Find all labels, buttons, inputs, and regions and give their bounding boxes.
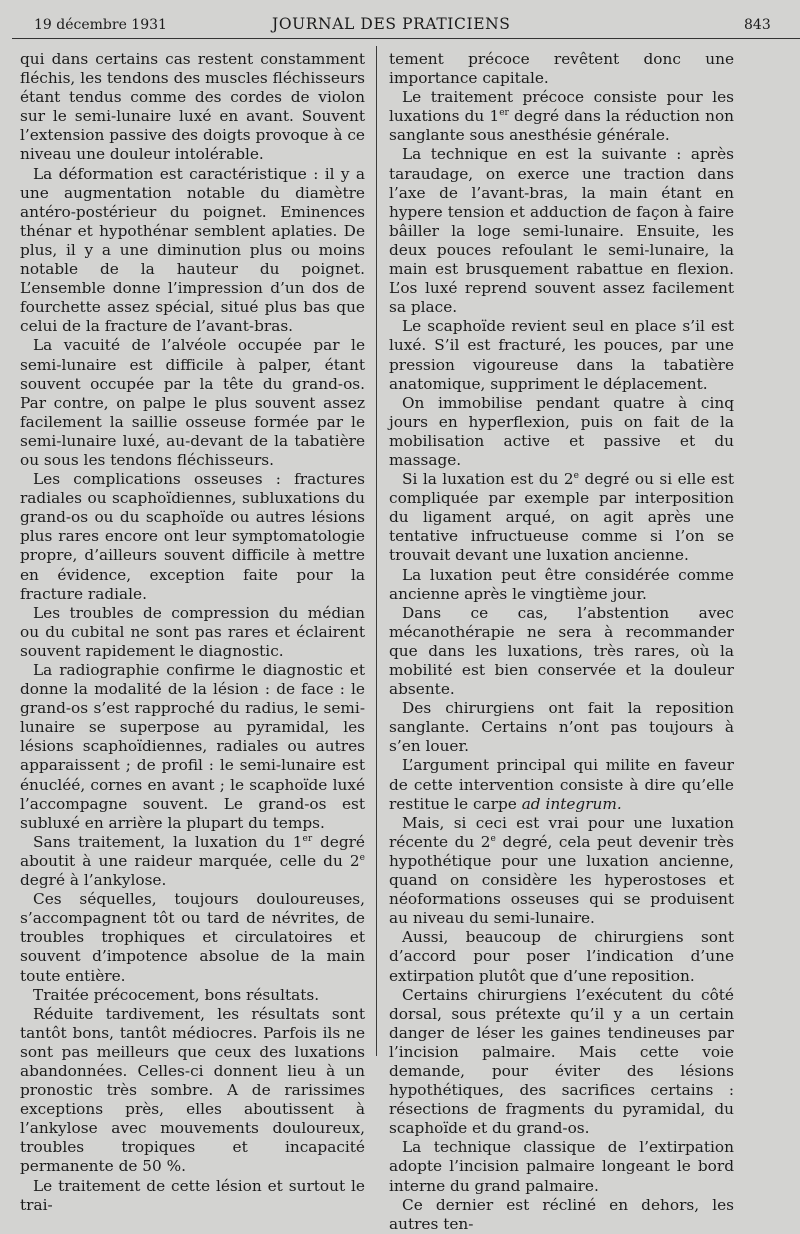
- paragraph: Traitée précocement, bons résultats.: [33, 985, 320, 1004]
- column-divider: [376, 46, 377, 1056]
- text-run: degré ou si elle est compliquée par exemple par interposition du ligament arqué, on agit après une tentative infructueuse comme si l’on se trouvait devant une luxation ancienne.: [389, 470, 735, 565]
- header-rule: [12, 38, 800, 39]
- paragraph: La radiographie confirme le diagnostic et donne la modalité de la lésion : de face : le grand-os s’est rapproché du radius, le semi-lunaire se superpose au pyramidal, les lésions scaphoïdiennes, radiales ou autres apparaissent ; de profil : le semi-lunaire est énucléé, cornes en avant ; le scaphoïde luxé l’accompagne souvent. Le grand-os est subluxé en arrière la plupart du temps.: [20, 661, 365, 832]
- paragraph: [389, 470, 734, 565]
- superscript: e: [573, 471, 579, 482]
- paragraph: Les troubles de compression du médian ou du cubital ne sont pas rares et éclairent souvent rapidement le diagnostic.: [20, 603, 365, 660]
- text-run: degré, cela peut devenir très hypothétique pour une luxation ancienne, quand on considère les hyperostoses et néoformations osseuses qui se produisent au niveau du semi-lunaire.: [389, 832, 734, 928]
- paragraph: [389, 814, 734, 929]
- paragraph: Ces séquelles, toujours douloureuses, s’accompagnent tôt ou tard de névrites, de troubles trophiques et circulatoires et souvent d’impotence absolue de la main toute entière.: [20, 890, 365, 985]
- text-run: degré aboutit à une raideur marquée, celle du 2: [20, 832, 365, 870]
- paragraph: Le scaphoïde revient seul en place s’il est luxé. S’il est fracturé, les pouces, par une pression vigoureuse dans la tabatière anatomique, suppriment le déplacement.: [389, 317, 734, 393]
- paragraph: La luxation peut être considérée comme ancienne après le vingtième jour.: [389, 565, 734, 603]
- italic-phrase: ad integrum.: [521, 794, 622, 813]
- paragraph: La technique en est la suivante : après taraudage, on exerce une traction dans l’axe de l’avant-bras, la main étant en hypere tension et adduction de façon à faire bâiller la loge semi-lunaire. Ensuite, les deux pouces refoulant le semi-lunaire, la main est brusquement rabattue en flexion. L’os luxé reprend souvent assez facilement sa place.: [389, 145, 734, 317]
- paragraph: La vacuité de l’alvéole occupée par le semi-lunaire est difficile à palper, étant souvent occupée par la tête du grand-os. Par contre, on palpe le plus souvent assez facilement la saillie osseuse formée par le semi-lunaire luxé, au-devant de la tabatière ou sous les tendons fléchisseurs.: [20, 336, 365, 469]
- header-page-number: 843: [744, 17, 771, 33]
- text-run: degré dans la réduction non sanglante sous anesthésie générale.: [389, 107, 735, 145]
- left-column: [20, 50, 365, 1215]
- paragraph: Les complications osseuses : fractures radiales ou scaphoïdiennes, subluxations du grand-os ou du scaphoïde ou autres lésions plus rares encore ont leur symptomatologie propre, d’ailleurs souvent difficile à mettre en évidence, exception faite pour la fracture radiale.: [20, 470, 365, 603]
- paragraph: [20, 833, 365, 890]
- paragraph: tement précoce revêtent donc une importance capitale.: [389, 50, 734, 88]
- text-run: Le traitement précoce consiste pour les luxations du 1: [389, 88, 734, 126]
- paragraph: Aussi, beaucoup de chirurgiens sont d’accord pour poser l’indication d’une extirpation plutôt que d’une reposition.: [389, 928, 734, 985]
- superscript: e: [359, 852, 365, 863]
- paragraph: Dans ce cas, l’abstention avec mécanothérapie ne sera à recommander que dans les luxations, très rares, où la mobilité est bien conservée et la douleur absente.: [389, 603, 734, 699]
- text-run: degré à l’ankylose.: [20, 871, 167, 890]
- paragraph: La déformation est caractéristique : il y a une augmentation notable du diamètre antéro-postérieur du poignet. Eminences thénar et hypothénar semblent aplaties. De plus, il y a une diminution plus ou moins notable de la hauteur du poignet. L’ensemble donne l’impression d’un dos de fourchette assez spécial, situé plus bas que celui de la fracture de l’avant-bras.: [20, 164, 365, 336]
- text-run: Sans traitement, la luxation du 1: [33, 832, 303, 851]
- paragraph: La technique classique de l’extirpation adopte l’incision palmaire longeant le bord interne du grand palmaire.: [389, 1138, 734, 1195]
- paragraph: Le traitement de cette lésion et surtout le trai-: [20, 1176, 365, 1214]
- running-header: [0, 0, 800, 44]
- superscript: e: [490, 833, 496, 844]
- text-run: Mais, si ceci est vrai pour une luxation récente du 2: [389, 813, 734, 851]
- superscript: er: [499, 108, 509, 119]
- paragraph: [389, 88, 734, 145]
- superscript: er: [302, 833, 313, 844]
- paragraph: Certains chirurgiens l’exécutent du côté dorsal, sous prétexte qu’il y a un certain danger de léser les gaines tendineuses par l’incision palmaire. Mais cette voie demande, pour éviter des lésions hypothétiques, des sacrifices certains : résections de fragments du pyramidal, du scaphoïde et du grand-os.: [389, 985, 734, 1138]
- right-column: [389, 50, 734, 1234]
- header-date: 19 décembre 1931: [34, 17, 167, 33]
- text-run: Si la luxation est du 2: [402, 470, 574, 489]
- text-run: L’argument principal qui milite en faveur de cette intervention consiste à dire qu’elle restitue le carpe: [389, 756, 734, 813]
- paragraph: Des chirurgiens ont fait la reposition sanglante. Certains n’ont pas toujours à s’en louer.: [389, 699, 734, 756]
- paragraph: qui dans certains cas restent constamment fléchis, les tendons des muscles fléchisseurs étant tendus comme des cordes de violon sur le semi-lunaire luxé en avant. Souvent l’extension passive des doigts provoque à ce niveau une douleur intolérable.: [20, 50, 365, 164]
- paragraph: Réduite tardivement, les résultats sont tantôt bons, tantôt médiocres. Parfois ils ne sont pas meilleurs que ceux des luxations abandonnées. Celles-ci donnent lieu à un pronostic très sombre. A de rarissimes exceptions près, elles aboutissent à l’ankylose avec mouvements douloureux, troubles tropiques et incapacité permanente de 50 %.: [20, 1004, 365, 1176]
- paragraph: [389, 756, 734, 813]
- header-journal-title: JOURNAL DES PRATICIENS: [272, 15, 511, 33]
- paragraph: On immobilise pendant quatre à cinq jours en hyperflexion, puis on fait de la mobilisation active et passive et du massage.: [389, 393, 734, 469]
- paragraph: Ce dernier est récliné en dehors, les autres ten-: [389, 1195, 734, 1233]
